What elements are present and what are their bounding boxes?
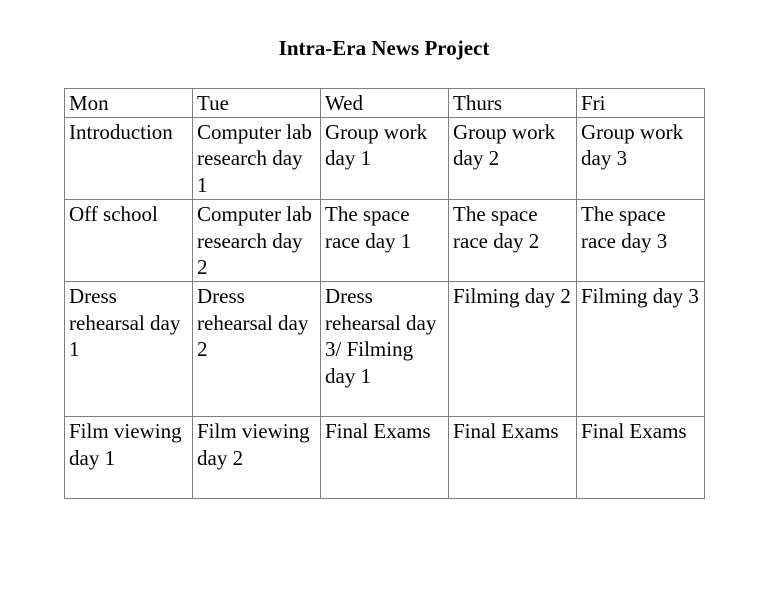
table-cell: Filming day 3 (577, 281, 705, 416)
table-row (65, 416, 705, 498)
table-cell: Group work day 2 (449, 117, 577, 199)
table-cell: Final Exams (577, 416, 705, 498)
table-cell: Dress rehearsal day 3/ Filming day 1 (321, 281, 449, 416)
table-cell: Group work day 1 (321, 117, 449, 199)
header-cell-mon: Mon (65, 89, 193, 118)
table-cell: Computer lab research day 2 (193, 199, 321, 281)
table-cell: Filming day 2 (449, 281, 577, 416)
table-cell: Film viewing day 1 (65, 416, 193, 498)
header-cell-thurs: Thurs (449, 89, 577, 118)
table-cell: Group work day 3 (577, 117, 705, 199)
table-cell: Dress rehearsal day 2 (193, 281, 321, 416)
header-cell-tue: Tue (193, 89, 321, 118)
table-cell: Computer lab research day 1 (193, 117, 321, 199)
table-cell: Dress rehearsal day 1 (65, 281, 193, 416)
table-row (65, 117, 705, 199)
table-cell: Introduction (65, 117, 193, 199)
table-row (65, 199, 705, 281)
table-cell: Final Exams (321, 416, 449, 498)
table-cell: The space race day 1 (321, 199, 449, 281)
table-cell: The space race day 3 (577, 199, 705, 281)
schedule-table (64, 88, 705, 499)
header-cell-fri: Fri (577, 89, 705, 118)
table-cell: The space race day 2 (449, 199, 577, 281)
table-row (65, 281, 705, 416)
table-cell: Final Exams (449, 416, 577, 498)
table-cell: Off school (65, 199, 193, 281)
table-header-row (65, 89, 705, 118)
header-cell-wed: Wed (321, 89, 449, 118)
table-cell: Film viewing day 2 (193, 416, 321, 498)
document-title: Intra-Era News Project (278, 36, 490, 60)
